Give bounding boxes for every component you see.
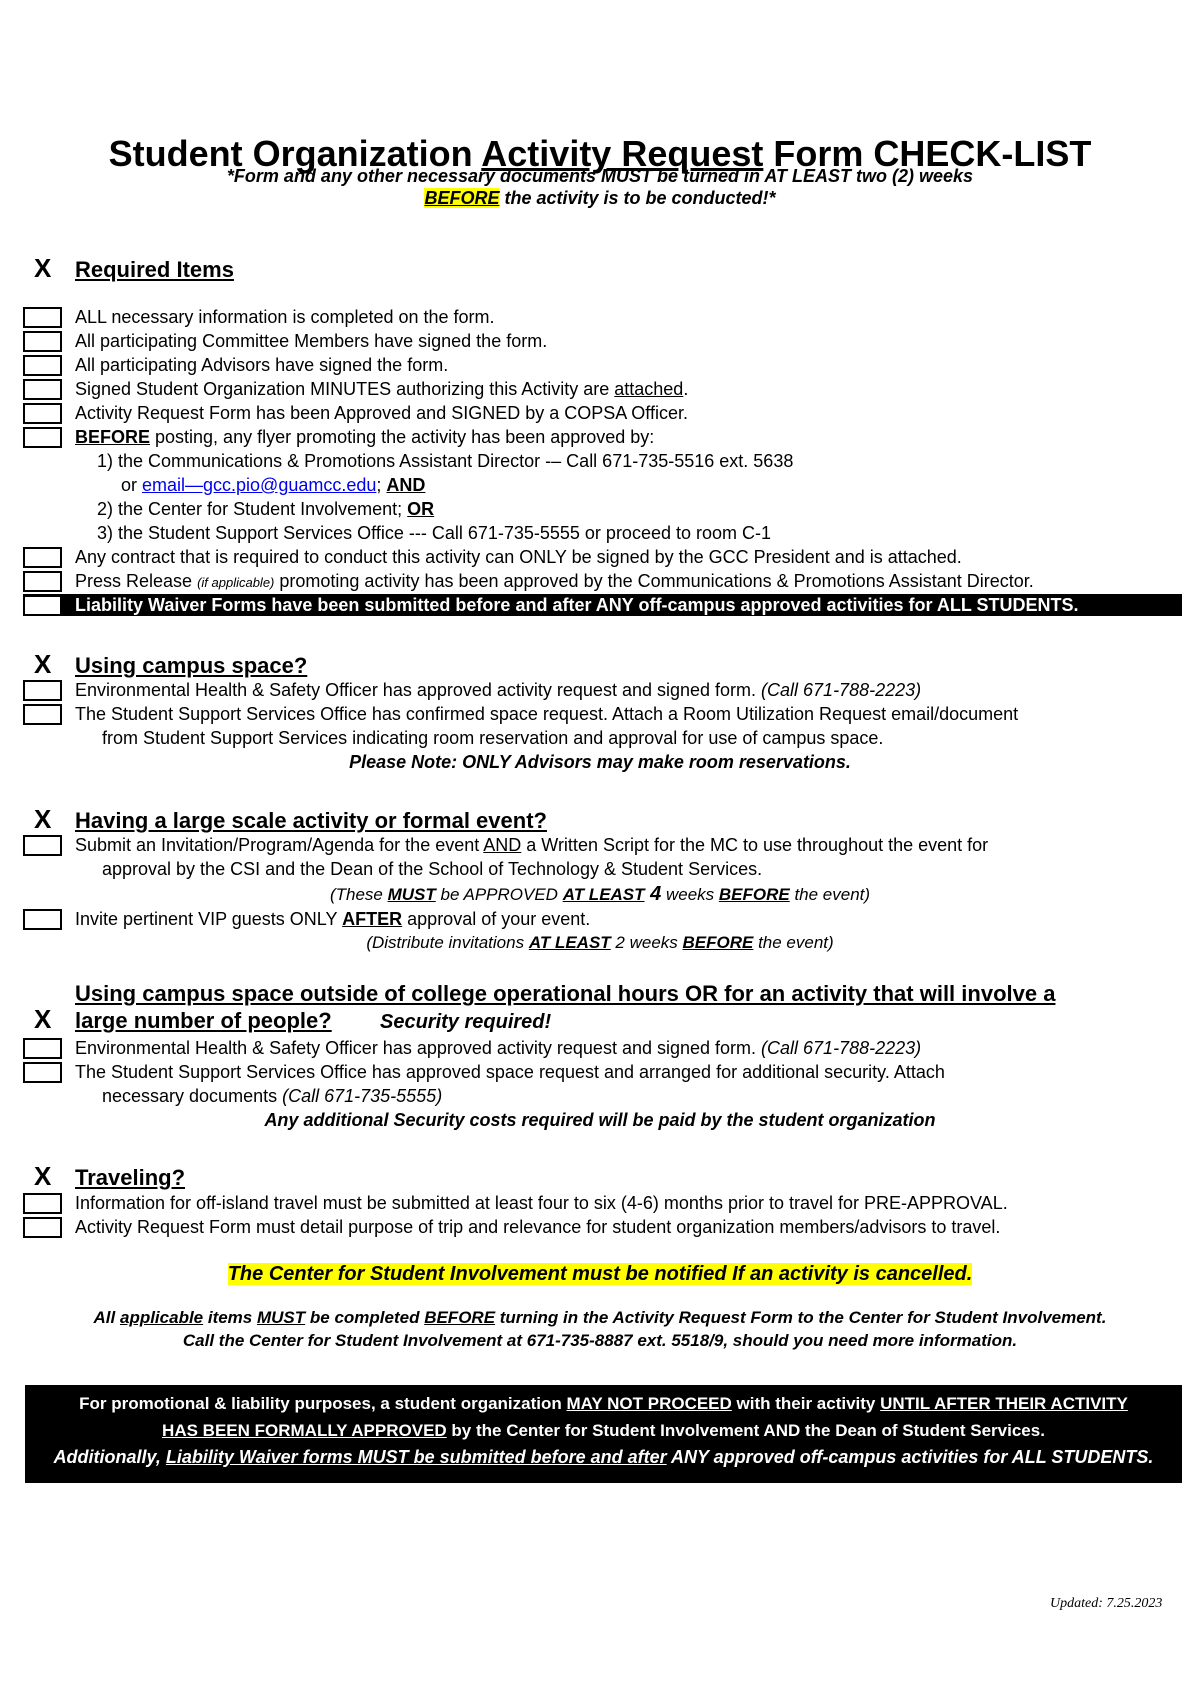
checkbox[interactable] xyxy=(23,403,62,424)
check-mark-icon: X xyxy=(34,649,52,679)
checkbox[interactable] xyxy=(23,1217,62,1238)
section-header-traveling: Traveling? xyxy=(75,1165,186,1190)
checklist-item: Press Release (if applicable) promoting activity has been approved by the Communications & Promotions Assistant Director. xyxy=(75,571,1034,591)
checkbox[interactable] xyxy=(23,1193,62,1214)
checklist-item: The Student Support Services Office has approved space request and arranged for additional security. Attach xyxy=(75,1062,945,1082)
sub-item: or email—gcc.pio@guamcc.edu; AND xyxy=(121,475,426,495)
checkbox[interactable] xyxy=(23,331,62,352)
checkbox[interactable] xyxy=(23,379,62,400)
checkbox[interactable] xyxy=(23,571,62,592)
notice-line-1: For promotional & liability purposes, a student organization MAY NOT PROCEED with their activity UNTIL AFTER THEIR ACTIVITY xyxy=(79,1394,1128,1413)
checklist-item-waiver: Liability Waiver Forms have been submitted before and after ANY off-campus approved activities for ALL STUDENTS. xyxy=(75,595,1079,615)
checkbox[interactable] xyxy=(23,547,62,568)
footer-note-line-2: Call the Center for Student Involvement at 671-735-8887 ext. 5518/9, should you need more information. xyxy=(182,1331,1018,1350)
checklist-item: Signed Student Organization MINUTES authorizing this Activity are attached. xyxy=(75,379,689,399)
section-header-security-line-1: Using campus space outside of college operational hours OR for an activity that will involve a xyxy=(75,981,1056,1006)
checkbox[interactable] xyxy=(23,1038,62,1059)
sub-item: 1) the Communications & Promotions Assistant Director -– Call 671-735-5516 ext. 5638 xyxy=(97,451,794,471)
checklist-item: Environmental Health & Safety Officer has approved activity request and signed form. (Call 671-788-2223) xyxy=(75,1038,922,1058)
cancel-note: The Center for Student Involvement must be notified If an activity is cancelled. xyxy=(227,1263,973,1285)
checkbox[interactable] xyxy=(23,1062,62,1083)
checklist-item-cont: necessary documents (Call 671-735-5555) xyxy=(102,1086,443,1106)
checklist-item-cont: from Student Support Services indicating room reservation and approval for use of campus space. xyxy=(102,728,884,748)
section-header-large-event: Having a large scale activity or formal event? xyxy=(75,808,547,833)
check-mark-icon: X xyxy=(34,804,52,834)
checkbox[interactable] xyxy=(23,680,62,701)
section-header-campus-space: Using campus space? xyxy=(75,653,308,678)
check-mark-icon: X xyxy=(34,253,52,283)
checkbox[interactable] xyxy=(23,704,62,725)
checklist-item: All participating Advisors have signed the form. xyxy=(75,355,449,375)
section-header-required-items: Required Items xyxy=(75,257,234,282)
sub-item: 2) the Center for Student Involvement; OR xyxy=(97,499,435,519)
checklist-item: Submit an Invitation/Program/Agenda for the event AND a Written Script for the MC to use throughout the event for xyxy=(75,835,989,855)
checklist-item: Activity Request Form has been Approved and SIGNED by a COPSA Officer. xyxy=(75,403,688,423)
section-note: Any additional Security costs required will be paid by the student organization xyxy=(264,1110,936,1130)
checklist-item: All participating Committee Members have signed the form. xyxy=(75,331,548,351)
checklist-item: The Student Support Services Office has confirmed space request. Attach a Room Utilization Request email/document xyxy=(75,704,1019,724)
page-title: Student Organization Activity Request Form CHECK-LIST xyxy=(108,133,1092,174)
checklist-item: Information for off-island travel must be submitted at least four to six (4-6) months prior to travel for PRE-APPROVAL. xyxy=(75,1193,1008,1213)
section-note: (Distribute invitations AT LEAST 2 weeks BEFORE the event) xyxy=(366,933,834,952)
check-mark-icon: X xyxy=(34,1161,52,1191)
checklist-item: ALL necessary information is completed on the form. xyxy=(75,307,495,327)
checkbox[interactable] xyxy=(23,835,62,856)
checklist-item: Any contract that is required to conduct this activity can ONLY be signed by the GCC President and is attached. xyxy=(75,547,962,567)
notice-line-2: HAS BEEN FORMALLY APPROVED by the Center for Student Involvement AND the Dean of Student Services. xyxy=(162,1421,1045,1440)
checklist-item: Activity Request Form must detail purpose of trip and relevance for student organization members/advisors to travel. xyxy=(75,1217,1001,1237)
check-mark-icon: X xyxy=(34,1004,52,1034)
checkbox[interactable] xyxy=(23,307,62,328)
checklist-item: BEFORE posting, any flyer promoting the activity has been approved by: xyxy=(75,427,655,447)
checkbox[interactable] xyxy=(23,595,62,616)
checklist-item-cont: approval by the CSI and the Dean of the School of Technology & Student Services. xyxy=(102,859,763,879)
checkbox[interactable] xyxy=(23,355,62,376)
section-header-security-line-2: large number of people? xyxy=(75,1008,332,1033)
updated-date: Updated: 7.25.2023 xyxy=(1050,1596,1163,1611)
section-note: (These MUST be APPROVED AT LEAST 4 weeks BEFORE the event) xyxy=(329,883,871,905)
section-note: Please Note: ONLY Advisors may make room reservations. xyxy=(349,752,851,772)
checklist-item: Environmental Health & Safety Officer has approved activity request and signed form. (Call 671-788-2223) xyxy=(75,680,922,700)
notice-line-3: Additionally, Liability Waiver forms MUST be submitted before and after ANY approved off-campus activities for ALL STUDENTS. xyxy=(53,1447,1154,1467)
checkbox[interactable] xyxy=(23,427,62,448)
subtitle-line-2: BEFORE the activity is to be conducted!* xyxy=(424,188,776,208)
security-required-label: Security required! xyxy=(380,1011,552,1033)
checkbox[interactable] xyxy=(23,909,62,930)
sub-item: 3) the Student Support Services Office --- Call 671-735-5555 or proceed to room C-1 xyxy=(97,523,772,543)
approval-notice-box xyxy=(25,1385,1182,1483)
email-link[interactable]: email—gcc.pio@guamcc.edu xyxy=(142,475,377,495)
checklist-item: Invite pertinent VIP guests ONLY AFTER approval of your event. xyxy=(75,909,591,929)
subtitle-line-1: *Form and any other necessary documents MUST be turned in AT LEAST two (2) weeks xyxy=(226,166,974,186)
footer-note-line-1: All applicable items MUST be completed BEFORE turning in the Activity Request Form to the Center for Student Involvement. xyxy=(93,1308,1107,1327)
